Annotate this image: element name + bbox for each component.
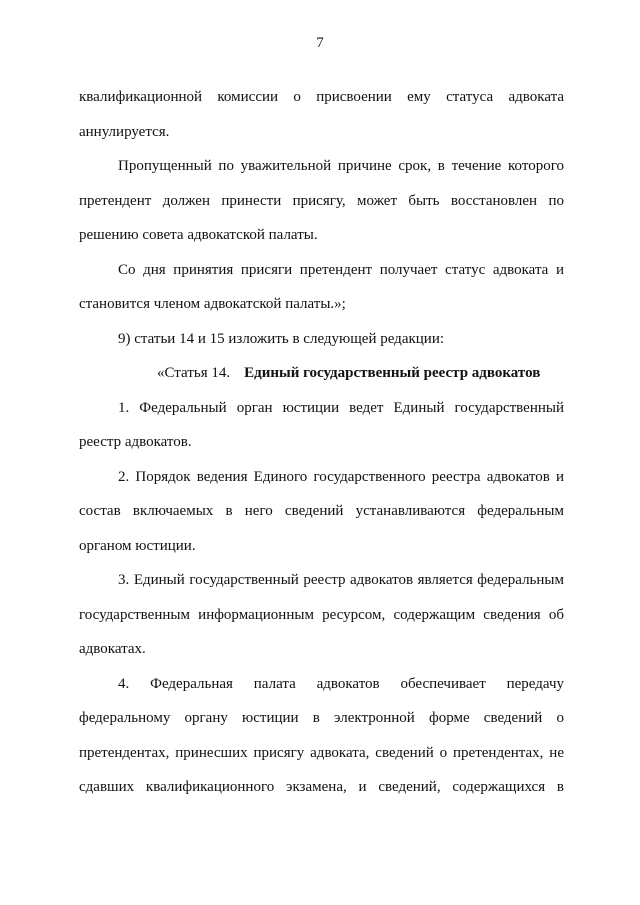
paragraph-amendment-9: 9) статьи 14 и 15 изложить в следующей редакции: [118,330,445,347]
article-item-4: 4. Федеральная палата адвокатов обеспечивает передачу федеральному органу юстиции в электронной форме сведений о претендентах, принесших присягу адвоката, сведений о претендентах, не сдавших квалификационного экзамена, и сведений, содержащихся в [79,675,564,795]
document-body [79,80,564,805]
article-number: «Статья 14. [157,365,231,381]
paragraph-deadline-restoration: Пропущенный по уважительной причине срок, в течение которого претендент должен принести присягу, может быть восстановлен по решению совета адвокатской палаты. [79,158,564,243]
paragraph-continuation: квалификационной комиссии о присвоении ему статуса адвоката аннулируется. [79,89,564,140]
page-number: 7 [316,35,324,51]
article-item-2: 2. Порядок ведения Единого государственного реестра адвокатов и состав включаемых в него сведений устанавливаются федеральным органом юстиции. [79,468,564,554]
paragraph-oath-status: Со дня принятия присяги претендент получает статус адвоката и становится членом адвокатской палаты.»; [79,261,564,312]
article-item-3: 3. Единый государственный реестр адвокатов является федеральным государственным информационным ресурсом, содержащим сведения об адвокатах. [79,572,564,657]
article-title: Единый государственный реестр адвокатов [244,365,541,381]
article-heading [79,356,564,391]
article-item-1: 1. Федеральный орган юстиции ведет Единый государственный реестр адвокатов. [79,399,564,450]
